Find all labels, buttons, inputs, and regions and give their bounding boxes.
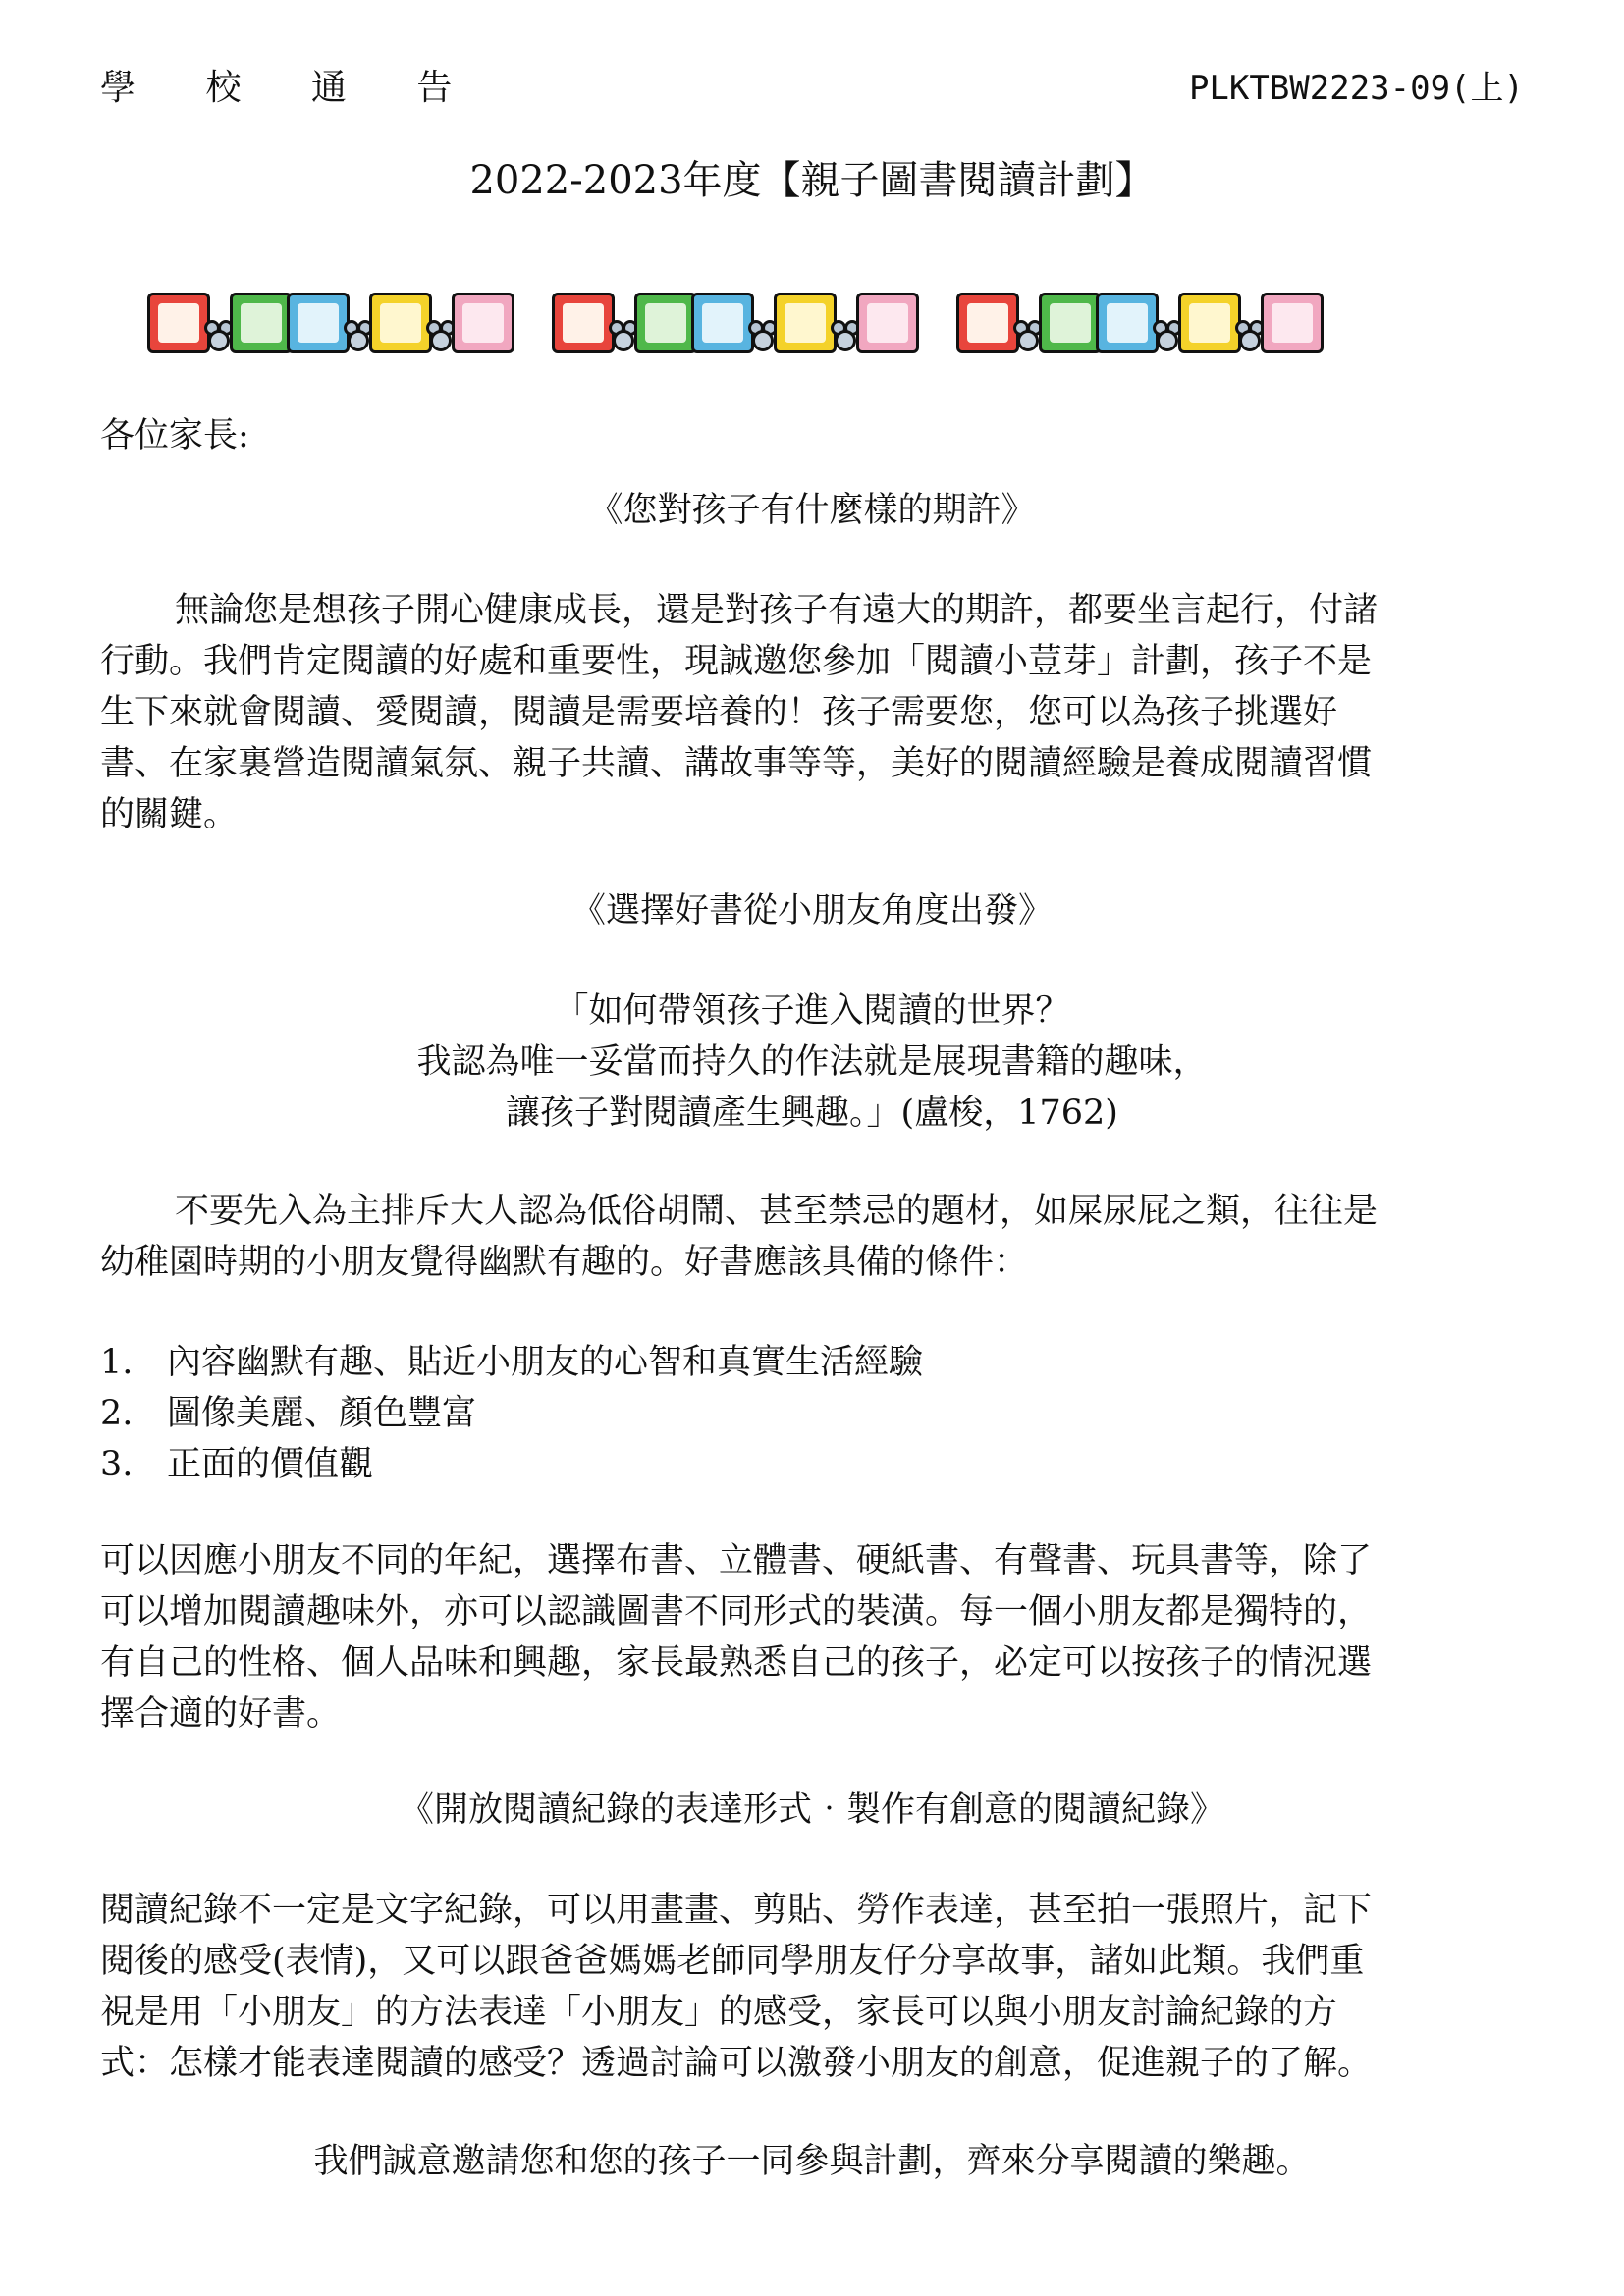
blue-book-icon [287, 293, 350, 353]
section2-line: 幼稚園時期的小朋友覺得幽默有趣的。好書應該具備的條件： [100, 1243, 1029, 1282]
pink-book-icon [856, 293, 919, 353]
banner-set [956, 263, 1318, 353]
list-text: 內容幽默有趣、貼近小朋友的心智和真實生活經驗 [167, 1343, 924, 1382]
quote-line: 我認為唯一妥當而持久的作法就是展現書籍的趣味， [416, 1042, 1208, 1082]
section1-line: 書、在家裏營造閱讀氣氛、親子共讀、講故事等等，美好的閱讀經驗是養成閱讀習慣 [100, 744, 1373, 783]
red-book-icon [552, 293, 615, 353]
section2-after-line: 有自己的性格、個人品味和興趣，家長最熟悉自己的孩子，必定可以按孩子的情況選 [100, 1643, 1373, 1682]
pink-book-icon [1261, 293, 1324, 353]
list-item [100, 1439, 1526, 1490]
banner-set [147, 263, 509, 353]
quote-line: 「如何帶領孩子進入閱讀的世界？ [554, 991, 1070, 1031]
closing-invitation: 我們誠意邀請您和您的孩子一同參與計劃，齊來分享閱讀的樂趣。 [313, 2142, 1311, 2181]
book-banner [147, 263, 1522, 353]
yellow-book-icon [369, 293, 432, 353]
list-text: 圖像美麗、顏色豐富 [167, 1394, 477, 1433]
quote-line: 讓孩子對閱讀產生興趣。」(盧梭，1762) [506, 1094, 1118, 1133]
greeting: 各位家長: [100, 416, 249, 455]
blue-book-icon [691, 293, 754, 353]
section-heading-reading-records: 《開放閱讀紀錄的表達形式‧製作有創意的閱讀紀錄》 [399, 1790, 1224, 1830]
section3-line: 閱後的感受(表情)，又可以跟爸爸媽媽老師同學朋友仔分享故事，諸如此類。我們重 [100, 1942, 1365, 1981]
section3-line: 閱讀紀錄不一定是文字紀錄，可以用畫畫、剪貼、勞作表達，甚至拍一張照片，記下 [100, 1891, 1373, 1930]
criteria-list [100, 1337, 1526, 1490]
red-book-icon [956, 293, 1019, 353]
section-heading-expectations: 《您對孩子有什麼樣的期許》 [588, 491, 1036, 530]
section1-line: 無論您是想孩子開心健康成長，還是對孩子有遠大的期許，都要坐言起行，付諸 [175, 591, 1379, 630]
section2-after-line: 可以因應小朋友不同的年紀，選擇布書、立體書、硬紙書、有聲書、玩具書等，除了 [100, 1541, 1373, 1580]
notice-number: PLKTBW2223-09(上) [1188, 69, 1524, 108]
green-book-icon [230, 293, 293, 353]
section-heading-choose-books: 《選擇好書從小朋友角度出發》 [570, 891, 1053, 931]
section2-line: 不要先入為主排斥大人認為低俗胡鬧、甚至禁忌的題材，如屎尿屁之類，往往是 [175, 1192, 1379, 1231]
blue-book-icon [1096, 293, 1159, 353]
yellow-book-icon [774, 293, 837, 353]
list-number: 2. [100, 1394, 134, 1433]
header-label: 學 校 通 告 [100, 68, 482, 108]
section1-line: 生下來就會閱讀、愛閱讀，閱讀是需要培養的！孩子需要您，您可以為孩子挑選好 [100, 693, 1338, 732]
section3-line: 視是用「小朋友」的方法表達「小朋友」的感受，家長可以與小朋友討論紀錄的方 [100, 1993, 1338, 2032]
list-number: 1. [100, 1343, 134, 1382]
section3-line: 式：怎樣才能表達閱讀的感受？透過討論可以激發小朋友的創意，促進親子的了解。 [100, 2044, 1373, 2083]
section1-line: 行動。我們肯定閱讀的好處和重要性，現誠邀您參加「閱讀小荳芽」計劃，孩子不是 [100, 642, 1373, 681]
page-title: 2022-2023年度【親子圖書閱讀計劃】 [469, 158, 1155, 203]
banner-set [552, 263, 913, 353]
yellow-book-icon [1178, 293, 1241, 353]
section2-after-line: 可以增加閱讀趣味外，亦可以認識圖書不同形式的裝潢。每一個小朋友都是獨特的， [100, 1592, 1373, 1631]
section2-after-line: 擇合適的好書。 [100, 1694, 342, 1734]
list-item [100, 1337, 1526, 1388]
green-book-icon [1039, 293, 1102, 353]
list-item [100, 1388, 1526, 1439]
green-book-icon [634, 293, 697, 353]
list-number: 3. [100, 1445, 134, 1484]
section1-line: 的關鍵。 [100, 795, 239, 834]
red-book-icon [147, 293, 210, 353]
list-text: 正面的價值觀 [167, 1445, 374, 1484]
pink-book-icon [452, 293, 514, 353]
